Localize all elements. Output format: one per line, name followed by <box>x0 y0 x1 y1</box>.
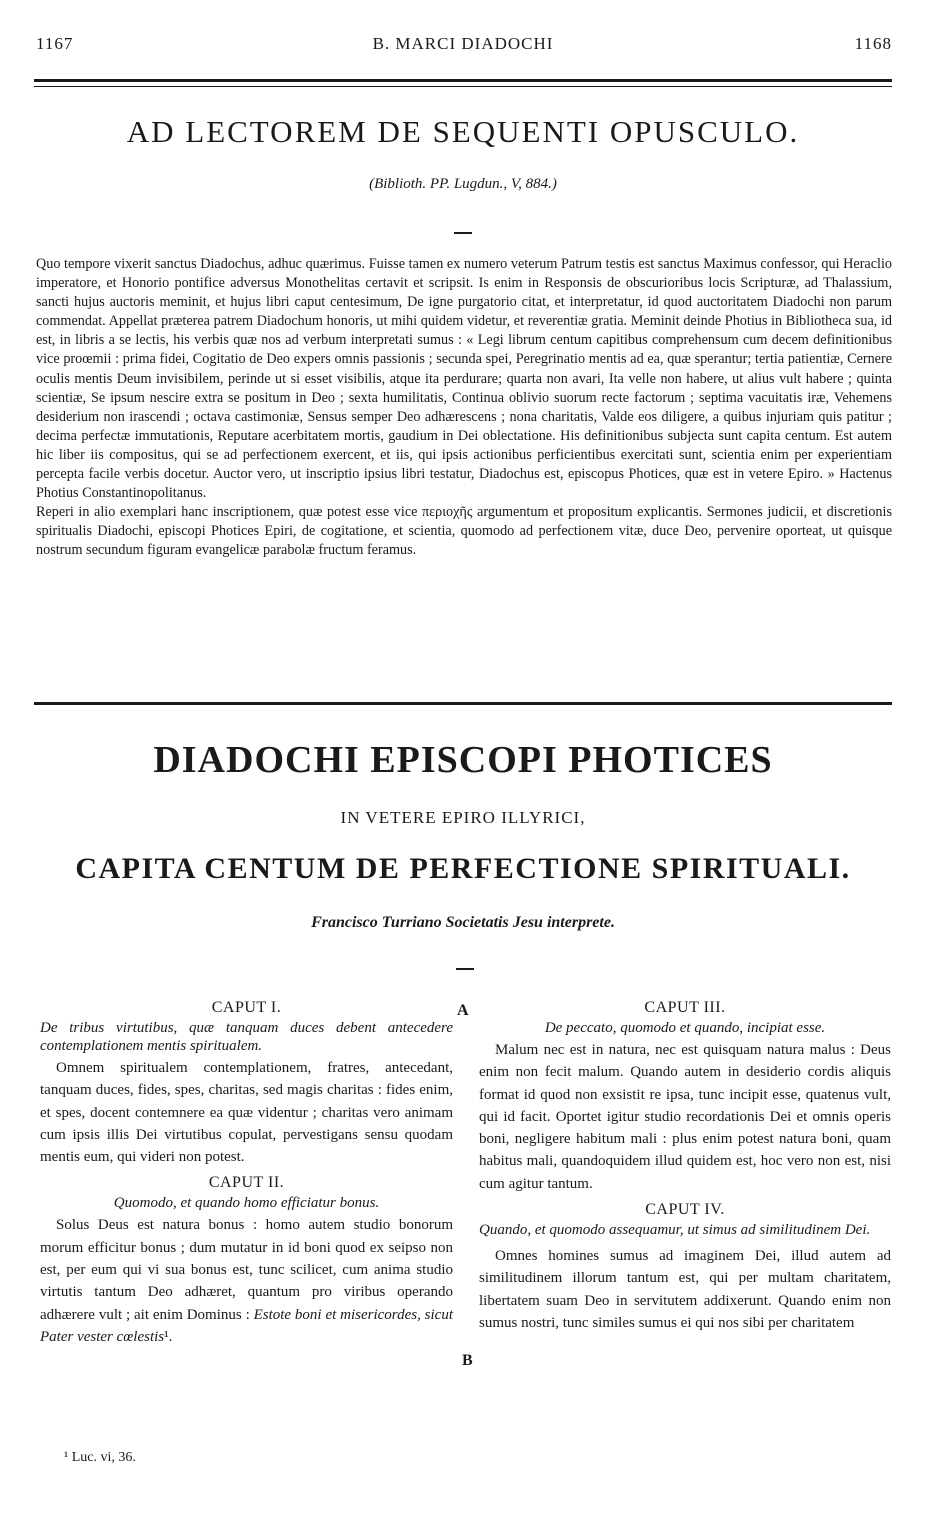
preface-title: AD LECTOREM DE SEQUENTI OPUSCULO. <box>126 114 800 149</box>
preface-paragraph-1: Quo tempore vixerit sanctus Diadochus, adhuc quærimus. Fuisse tamen ex numero veterum Patrum testis est sanctus Maximus confessor, qui Heraclio imperatore, et Honorio pontifice adversus Monothelitas certavit et scripsit. Is enim in Responsis de obscurioribus locis Scripturæ, ad Thalassium, sancti hujus auctoris meminit, et hujus libri caput centesimum, De igne purgatorio citat, et interpretatur, id quod auctoritatem Diadochi non parum commendat. Appellat præterea patrem Diadochum honoris, ut mihi quidem videtur, et reverentiæ gratia. Meminit deinde Photius in Bibliotheca sua, id est, in libris a se lectis, his verbis quæ nos ad verbum interpretati sumus : « Legi librum centum capitibus comprehensum cum decem definitionibus vice proœmii : prima fidei, Cogitatio de Deo expers omnis passionis ; secunda spei, Peregrinatio mentis ad ea, quæ sperantur; tertia patientiæ, Cernere oculis mentis Deum invisibilem, perinde ut si esset visibilis, atque ita perdurare; quarta non avari, Ita velle non habere, ut alius vult habere ; quinta scientiæ, Se ipsum nescire extra se positum in Deo ; sexta humilitatis, Continua oblivio suorum recte factorum ; septima vacuitatis iræ, Vehemens desiderium non irascendi ; octava castimoniæ, Sensus semper Deo adhærescens ; nona charitatis, Valde eos diligere, a quibus injuriam quis patitur ; decima perfectæ immutationis, Reputare acerbitatem mortis, gaudium in Dei oblectatione. His definitionibus subjecta sunt capita centum. Est autem hic liber iis compositus, qui se ad perfectionem exercent, et iis, qui ipsis actionibus perficientibus exercitati sunt, scientia enim per experientiam percepta facile verbis docetur. Auctor vero, ut inscriptio ipsius libri testatur, Diadochus est, episcopus Photices, quæ est in vetere Epiro. » Hactenus Photius Constantinopolitanus. <box>36 256 892 502</box>
caput-body <box>40 1214 453 1348</box>
preface-body <box>36 255 892 561</box>
running-title: B. MARCI DIADOCHI <box>372 34 554 53</box>
caput-body: Malum nec est in natura, nec est quisquam natura malus : Deus enim non fecit malum. Quando autem in desiderio cordis aliquis format id quod non exsistit re ipsa, tunc incipit esse, quatenus vult, qui id facit. Oportet igitur studio recordationis Dei et omnis operis boni, negligere habitum mali : plus enim potest natura boni, quam habitus mali, quandoquidem illud quidem est, hoc vero non est, nisi cum agitur tantum. <box>479 1042 891 1192</box>
header-rule-thin <box>34 86 892 87</box>
preface-source: (Biblioth. PP. Lugdun., V, 884.) <box>369 176 557 192</box>
margin-letter-b: B <box>462 1352 473 1369</box>
work-title: DIADOCHI EPISCOPI PHOTICES <box>153 739 773 781</box>
caput-body-text: Solus Deus est natura bonus : homo autem studio bonorum morum efficitur bonus ; dum mutatur in id boni quod ex seipso non est, per eum qui vi sua bonus est, tunc scilicet, cum anima studio virtutis tantum Deo adhæret, quantum pro viribus operando adhærere vult ; ait enim Dominus : <box>40 1217 453 1323</box>
scripture-quote: Estote boni et misericordes, sicut Pater vester cœlestis <box>40 1306 453 1345</box>
caput-body: Omnes homines sumus ad imaginem Dei, illud autem ad similitudinem illorum tantum est, qui per multam charitatem, libertatem suam Deo in servitutem addixerunt. Quando enim non sumus nostri, tunc similes sumus ei qui nos sibi per charitatem <box>479 1248 891 1331</box>
margin-letter-a: A <box>457 1002 469 1019</box>
caput-subtitle: De peccato, quomodo et quando, incipiat esse. <box>544 1020 826 1036</box>
caput-heading: CAPUT I. <box>211 999 282 1016</box>
work-title-2: CAPITA CENTUM DE PERFECTIONE SPIRITUALI. <box>75 852 851 885</box>
page-number-left: 1167 <box>36 34 74 53</box>
header-rule <box>34 79 892 82</box>
caput-subtitle: Quomodo, et quando homo efficiatur bonus. <box>113 1195 380 1212</box>
caput-heading: CAPUT II. <box>208 1174 285 1192</box>
preface-paragraph-2: Reperi in alio exemplari hanc inscriptionem, quæ potest esse vice περιοχῆς argumentum et propositum explicantis. Sermones judicii, et discretionis spiritualis Diadochi, episcopi Photices Epiri, de cogitatione, et scientia, quomodo ad perfectionem vitæ, duce Deo, pervenire oporteat, ut quisque nostrum secundum figuram evangelicæ parabolæ fructum feramus. <box>36 504 892 559</box>
left-column <box>40 997 453 1348</box>
work-subtitle: IN VETERE EPIRO ILLYRICI, <box>340 808 586 827</box>
footnote: ¹ Luc. vi, 36. <box>64 1450 136 1465</box>
right-column <box>479 997 891 1334</box>
caput-heading: CAPUT III. <box>644 999 726 1016</box>
caput-subtitle: De tribus virtutibus, quæ tanquam duces debent antecedere contemplationem mentis spiritualem. <box>40 1020 453 1054</box>
caput-body: Omnem spiritualem contemplationem, fratres, antecedant, tanquam duces, fides, spes, charitas, sed magis charitas : fides enim, et spes, docent contemnere ea quæ videntur ; charitas vero animam cum ipsis illis Dei virtutibus copulat, pervestigans sensu quodam mentis eum, qui videri non potest. <box>40 1060 453 1166</box>
footnote-marker: ¹. <box>164 1328 173 1345</box>
section-rule <box>34 702 892 705</box>
separator-dash <box>454 232 472 234</box>
caput-heading: CAPUT IV. <box>645 1201 725 1219</box>
caput-subtitle: Quando, et quomodo assequamur, ut simus ad similitudinem Dei. <box>479 1222 871 1239</box>
separator-dash-2 <box>456 968 474 970</box>
translator-line: Francisco Turriano Societatis Jesu interprete. <box>311 914 615 931</box>
page-number-right: 1168 <box>854 34 892 53</box>
